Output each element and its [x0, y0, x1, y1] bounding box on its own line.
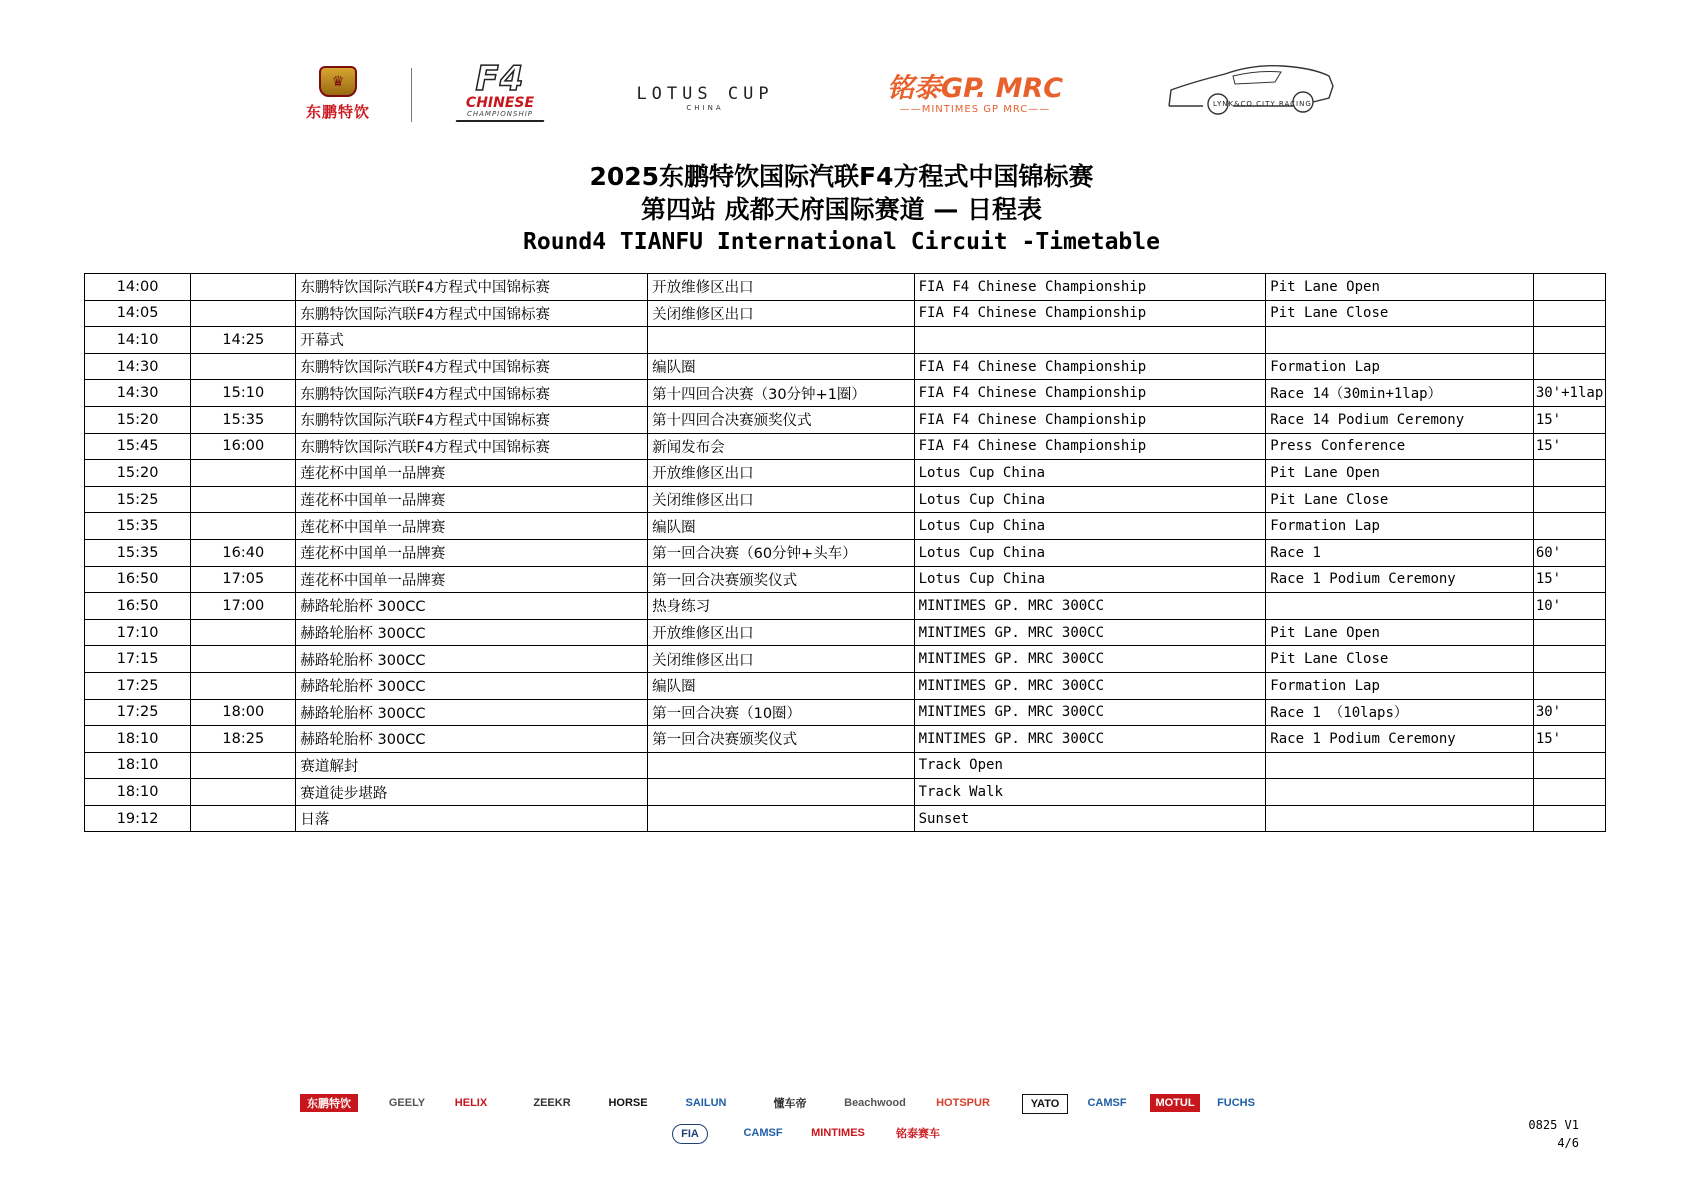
sponsor-logo: HELIX	[454, 1097, 488, 1109]
series-name-cn-cell: 东鹏特饮国际汽联F4方程式中国锦标赛	[296, 380, 648, 407]
end-time-cell	[191, 646, 296, 673]
series-name-cn-cell: 东鹏特饮国际汽联F4方程式中国锦标赛	[296, 300, 648, 327]
sponsor-logo: MINTIMES	[811, 1127, 865, 1139]
start-time-cell: 17:10	[85, 619, 191, 646]
duration-cell	[1533, 274, 1605, 301]
f4-logo-bar	[456, 120, 545, 122]
table-row	[85, 486, 1606, 513]
end-time-cell	[191, 672, 296, 699]
table-row	[85, 513, 1606, 540]
start-time-cell: 15:20	[85, 406, 191, 433]
start-time-cell: 16:50	[85, 566, 191, 593]
series-name-cn-cell: 赫路轮胎杯 300CC	[296, 699, 648, 726]
start-time-cell: 18:10	[85, 726, 191, 753]
mrc-logo-text: 铭泰GP. MRC	[886, 72, 1064, 104]
duration-cell	[1533, 300, 1605, 327]
series-name-en-cell: Sunset	[914, 805, 1266, 832]
page-footer	[1528, 1116, 1579, 1152]
end-time-cell	[191, 805, 296, 832]
duration-cell: 30'+1lap	[1533, 380, 1605, 407]
table-row	[85, 805, 1606, 832]
sponsor-logo: SAILUN	[685, 1097, 727, 1109]
end-time-cell: 15:35	[191, 406, 296, 433]
sponsor-logo: MOTUL	[1150, 1094, 1200, 1112]
start-time-cell: 14:05	[85, 300, 191, 327]
start-time-cell: 17:25	[85, 672, 191, 699]
series-name-en-cell: Track Open	[914, 752, 1266, 779]
duration-cell: 15'	[1533, 433, 1605, 460]
page-number: 4/6	[1557, 1136, 1579, 1150]
end-time-cell: 16:40	[191, 539, 296, 566]
document-version: 0825 V1	[1528, 1118, 1579, 1132]
session-cn-cell: 热身练习	[648, 593, 915, 620]
duration-cell	[1533, 327, 1605, 354]
series-name-en-cell: Lotus Cup China	[914, 539, 1266, 566]
duration-cell	[1533, 752, 1605, 779]
document-title	[0, 160, 1683, 258]
end-time-cell: 18:25	[191, 726, 296, 753]
table-row	[85, 460, 1606, 487]
sponsor-logo: HOTSPUR	[936, 1097, 990, 1109]
series-name-cn-cell: 东鹏特饮国际汽联F4方程式中国锦标赛	[296, 433, 648, 460]
session-en-cell	[1266, 752, 1534, 779]
start-time-cell: 14:10	[85, 327, 191, 354]
series-name-en-cell: MINTIMES GP. MRC 300CC	[914, 699, 1266, 726]
duration-cell	[1533, 805, 1605, 832]
session-cn-cell: 关闭维修区出口	[648, 486, 915, 513]
sponsor-logo: YATO	[1022, 1094, 1068, 1114]
start-time-cell: 18:10	[85, 752, 191, 779]
sponsor-logo: FIA	[672, 1124, 708, 1144]
session-en-cell: Race 1 （10laps）	[1266, 699, 1534, 726]
session-cn-cell: 第十四回合决赛（30分钟+1圈）	[648, 380, 915, 407]
session-en-cell: Race 1 Podium Ceremony	[1266, 726, 1534, 753]
end-time-cell: 18:00	[191, 699, 296, 726]
session-cn-cell	[648, 805, 915, 832]
session-en-cell: Pit Lane Open	[1266, 274, 1534, 301]
series-name-en-cell: MINTIMES GP. MRC 300CC	[914, 593, 1266, 620]
session-en-cell: Pit Lane Close	[1266, 300, 1534, 327]
sponsor-logo: 懂车帝	[773, 1098, 807, 1110]
duration-cell: 30'	[1533, 699, 1605, 726]
session-cn-cell	[648, 779, 915, 806]
session-en-cell	[1266, 593, 1534, 620]
end-time-cell	[191, 486, 296, 513]
series-name-en-cell: FIA F4 Chinese Championship	[914, 274, 1266, 301]
series-name-cn-cell: 莲花杯中国单一品牌赛	[296, 566, 648, 593]
session-en-cell	[1266, 327, 1534, 354]
end-time-cell: 17:00	[191, 593, 296, 620]
session-cn-cell: 编队圈	[648, 513, 915, 540]
session-cn-cell: 编队圈	[648, 353, 915, 380]
series-name-en-cell: Lotus Cup China	[914, 513, 1266, 540]
series-name-cn-cell: 赛道徒步堪路	[296, 779, 648, 806]
start-time-cell: 17:15	[85, 646, 191, 673]
table-row	[85, 779, 1606, 806]
series-name-cn-cell: 莲花杯中国单一品牌赛	[296, 460, 648, 487]
table-row	[85, 433, 1606, 460]
table-row	[85, 726, 1606, 753]
end-time-cell	[191, 752, 296, 779]
start-time-cell: 15:20	[85, 460, 191, 487]
sponsor-logo: CAMSF	[1087, 1097, 1127, 1109]
duration-cell: 15'	[1533, 566, 1605, 593]
series-name-cn-cell: 莲花杯中国单一品牌赛	[296, 513, 648, 540]
table-row	[85, 380, 1606, 407]
sponsor-logo: FUCHS	[1217, 1097, 1255, 1109]
start-time-cell: 15:45	[85, 433, 191, 460]
end-time-cell	[191, 619, 296, 646]
start-time-cell: 14:30	[85, 380, 191, 407]
session-cn-cell: 第一回合决赛（60分钟+头车）	[648, 539, 915, 566]
series-name-en-cell: Track Walk	[914, 779, 1266, 806]
table-row	[85, 539, 1606, 566]
session-en-cell: Pit Lane Close	[1266, 486, 1534, 513]
series-name-cn-cell: 开幕式	[296, 327, 648, 354]
end-time-cell	[191, 513, 296, 540]
dongpeng-emblem-icon: ♛	[319, 66, 357, 97]
series-name-cn-cell: 赛道解封	[296, 752, 648, 779]
series-name-cn-cell: 赫路轮胎杯 300CC	[296, 726, 648, 753]
lynk-logo-text: LYNK&CO CITY RACING	[1213, 100, 1312, 108]
series-name-en-cell: Lotus Cup China	[914, 566, 1266, 593]
duration-cell: 15'	[1533, 726, 1605, 753]
session-cn-cell: 第一回合决赛颁奖仪式	[648, 566, 915, 593]
session-en-cell: Race 14（30min+1lap）	[1266, 380, 1534, 407]
series-name-cn-cell: 日落	[296, 805, 648, 832]
end-time-cell	[191, 353, 296, 380]
end-time-cell	[191, 300, 296, 327]
session-cn-cell: 关闭维修区出口	[648, 300, 915, 327]
dongpeng-logo-text: 东鹏特饮	[305, 103, 370, 121]
duration-cell	[1533, 672, 1605, 699]
f4-logo-sub: CHINESE	[465, 95, 535, 111]
duration-cell	[1533, 646, 1605, 673]
f4-chinese-championship-logo	[430, 59, 570, 122]
lotus-cup-logo	[610, 78, 800, 118]
table-row	[85, 566, 1606, 593]
duration-cell	[1533, 513, 1605, 540]
duration-cell	[1533, 460, 1605, 487]
table-row	[85, 699, 1606, 726]
series-name-cn-cell: 莲花杯中国单一品牌赛	[296, 539, 648, 566]
lotus-cup-logo-sub: CHINA	[686, 104, 724, 112]
table-row	[85, 593, 1606, 620]
series-name-en-cell: MINTIMES GP. MRC 300CC	[914, 672, 1266, 699]
series-name-cn-cell: 赫路轮胎杯 300CC	[296, 672, 648, 699]
timetable-body	[85, 274, 1606, 832]
session-en-cell	[1266, 805, 1534, 832]
duration-cell: 10'	[1533, 593, 1605, 620]
series-name-cn-cell: 赫路轮胎杯 300CC	[296, 593, 648, 620]
series-name-en-cell	[914, 327, 1266, 354]
series-name-en-cell: FIA F4 Chinese Championship	[914, 300, 1266, 327]
session-en-cell: Formation Lap	[1266, 672, 1534, 699]
table-row	[85, 619, 1606, 646]
end-time-cell	[191, 274, 296, 301]
session-en-cell: Pit Lane Open	[1266, 619, 1534, 646]
f4-logo-sub2: CHAMPIONSHIP	[466, 110, 533, 118]
session-cn-cell: 开放维修区出口	[648, 460, 915, 487]
lotus-cup-logo-text: LOTUS CUP	[636, 84, 774, 104]
table-row	[85, 353, 1606, 380]
start-time-cell: 14:30	[85, 353, 191, 380]
table-row	[85, 752, 1606, 779]
sponsor-logo: ZEEKR	[533, 1097, 571, 1109]
title-line-3: Round4 TIANFU International Circuit -Timetable	[523, 229, 1160, 255]
end-time-cell: 17:05	[191, 566, 296, 593]
table-row	[85, 646, 1606, 673]
series-name-en-cell: MINTIMES GP. MRC 300CC	[914, 726, 1266, 753]
duration-cell: 15'	[1533, 406, 1605, 433]
table-row	[85, 300, 1606, 327]
race-car-outline-icon	[1163, 60, 1338, 122]
series-name-en-cell: MINTIMES GP. MRC 300CC	[914, 619, 1266, 646]
end-time-cell: 14:25	[191, 327, 296, 354]
end-time-cell	[191, 460, 296, 487]
start-time-cell: 17:25	[85, 699, 191, 726]
title-line-1: 2025东鹏特饮国际汽联F4方程式中国锦标赛	[589, 162, 1094, 191]
top-logos	[0, 58, 1683, 128]
series-name-cn-cell: 赫路轮胎杯 300CC	[296, 619, 648, 646]
session-cn-cell: 关闭维修区出口	[648, 646, 915, 673]
mintimes-mrc-logo	[875, 66, 1075, 122]
title-line-2: 第四站 成都天府国际赛道 — 日程表	[640, 195, 1043, 224]
duration-cell	[1533, 353, 1605, 380]
session-en-cell: Pit Lane Close	[1266, 646, 1534, 673]
start-time-cell: 15:35	[85, 539, 191, 566]
session-cn-cell: 开放维修区出口	[648, 274, 915, 301]
sponsor-logo: 东鹏特饮	[300, 1094, 358, 1112]
f4-mark: F4	[475, 59, 525, 99]
duration-cell	[1533, 486, 1605, 513]
series-name-en-cell: MINTIMES GP. MRC 300CC	[914, 646, 1266, 673]
session-cn-cell: 第十四回合决赛颁奖仪式	[648, 406, 915, 433]
series-name-en-cell: FIA F4 Chinese Championship	[914, 380, 1266, 407]
series-name-en-cell: FIA F4 Chinese Championship	[914, 353, 1266, 380]
session-cn-cell	[648, 327, 915, 354]
duration-cell: 60'	[1533, 539, 1605, 566]
series-name-en-cell: Lotus Cup China	[914, 460, 1266, 487]
series-name-en-cell: Lotus Cup China	[914, 486, 1266, 513]
session-en-cell: Pit Lane Open	[1266, 460, 1534, 487]
lynk-co-city-racing-logo	[1163, 60, 1338, 122]
session-cn-cell: 开放维修区出口	[648, 619, 915, 646]
start-time-cell: 14:00	[85, 274, 191, 301]
sponsor-logo: GEELY	[388, 1097, 426, 1109]
start-time-cell: 18:10	[85, 779, 191, 806]
end-time-cell: 16:00	[191, 433, 296, 460]
sponsor-logo: 铭泰赛车	[896, 1128, 940, 1140]
start-time-cell: 15:25	[85, 486, 191, 513]
session-cn-cell: 编队圈	[648, 672, 915, 699]
series-name-cn-cell: 东鹏特饮国际汽联F4方程式中国锦标赛	[296, 406, 648, 433]
session-cn-cell: 新闻发布会	[648, 433, 915, 460]
mrc-logo-sub: ——MINTIMES GP MRC——	[899, 103, 1051, 115]
series-name-cn-cell: 赫路轮胎杯 300CC	[296, 646, 648, 673]
sponsor-logo: Beachwood	[844, 1097, 906, 1109]
table-row	[85, 672, 1606, 699]
table-row	[85, 327, 1606, 354]
logo-divider	[411, 68, 412, 122]
session-cn-cell: 第一回合决赛颁奖仪式	[648, 726, 915, 753]
end-time-cell	[191, 779, 296, 806]
series-name-en-cell: FIA F4 Chinese Championship	[914, 433, 1266, 460]
start-time-cell: 16:50	[85, 593, 191, 620]
duration-cell	[1533, 619, 1605, 646]
series-name-en-cell: FIA F4 Chinese Championship	[914, 406, 1266, 433]
session-en-cell: Formation Lap	[1266, 353, 1534, 380]
session-en-cell: Race 14 Podium Ceremony	[1266, 406, 1534, 433]
start-time-cell: 15:35	[85, 513, 191, 540]
start-time-cell: 19:12	[85, 805, 191, 832]
sponsor-logo: CAMSF	[743, 1127, 783, 1139]
dongpeng-logo	[298, 66, 378, 122]
session-en-cell: Press Conference	[1266, 433, 1534, 460]
sponsor-logo: HORSE	[608, 1097, 648, 1109]
timetable	[84, 273, 1606, 832]
sponsor-logos	[300, 1094, 1350, 1164]
session-en-cell: Formation Lap	[1266, 513, 1534, 540]
session-en-cell: Race 1 Podium Ceremony	[1266, 566, 1534, 593]
session-cn-cell: 第一回合决赛（10圈）	[648, 699, 915, 726]
table-row	[85, 274, 1606, 301]
series-name-cn-cell: 东鹏特饮国际汽联F4方程式中国锦标赛	[296, 353, 648, 380]
end-time-cell: 15:10	[191, 380, 296, 407]
table-row	[85, 406, 1606, 433]
series-name-cn-cell: 莲花杯中国单一品牌赛	[296, 486, 648, 513]
session-en-cell: Race 1	[1266, 539, 1534, 566]
session-en-cell	[1266, 779, 1534, 806]
session-cn-cell	[648, 752, 915, 779]
duration-cell	[1533, 779, 1605, 806]
series-name-cn-cell: 东鹏特饮国际汽联F4方程式中国锦标赛	[296, 274, 648, 301]
